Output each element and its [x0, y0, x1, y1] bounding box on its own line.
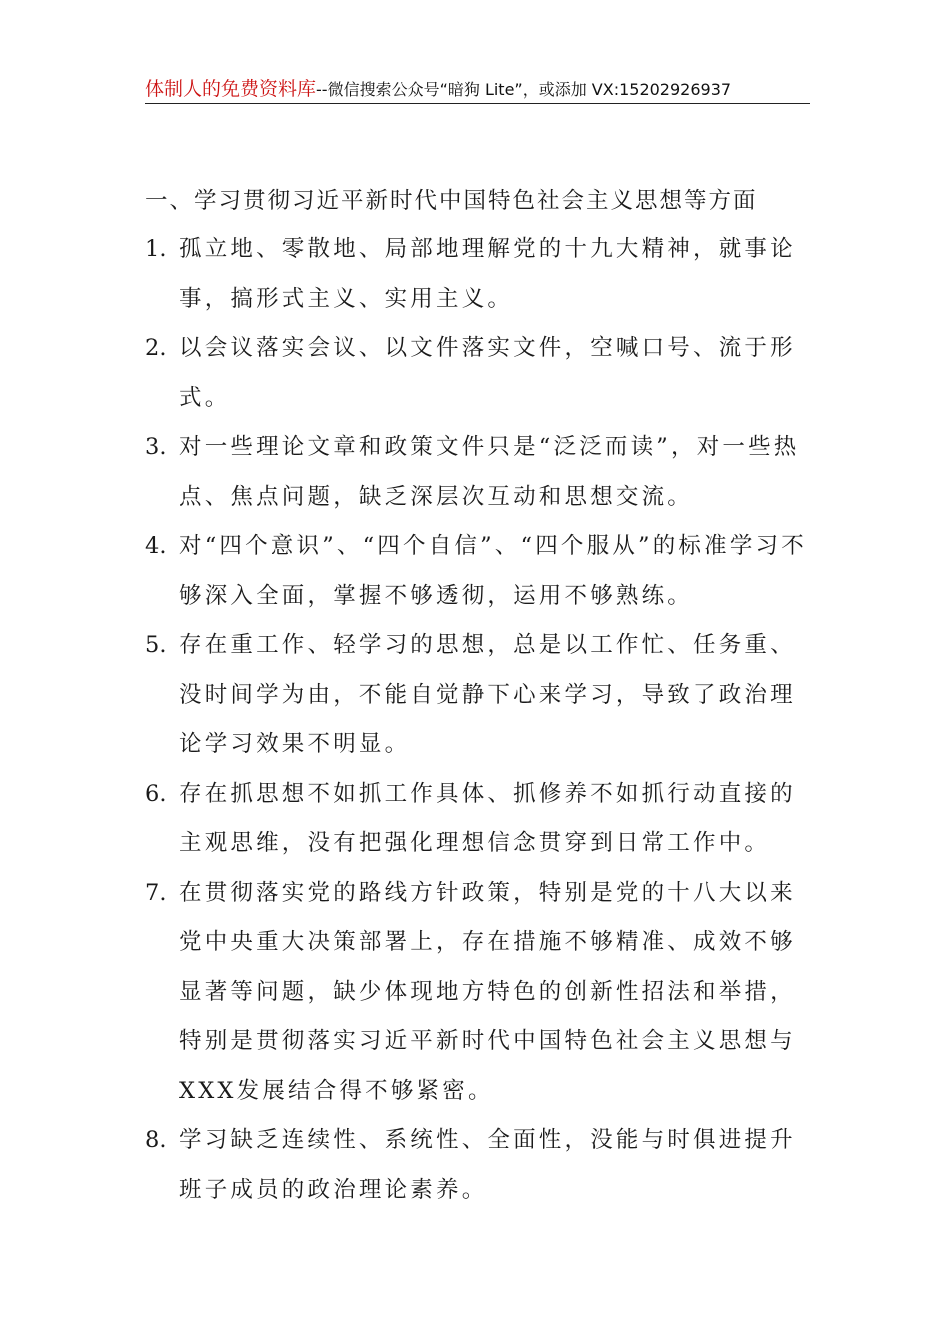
- section-heading: 一、学习贯彻习近平新时代中国特色社会主义思想等方面: [145, 188, 758, 214]
- list-item: [145, 869, 810, 1117]
- list-item: [145, 225, 810, 324]
- item-text: 存在抓思想不如抓工作具体、抓修养不如抓行动直接的主观思维，没有把强化理想信念贯穿到日常工作中。: [179, 780, 796, 856]
- item-text: 存在重工作、轻学习的思想，总是以工作忙、任务重、没时间学为由，不能自觉静下心来学习，导致了政治理论学习效果不明显。: [179, 632, 796, 757]
- item-text: 对一些理论文章和政策文件只是“泛泛而读”，对一些热点、焦点问题，缺乏深层次互动和思想交流。: [179, 434, 800, 510]
- item-text: 在贯彻落实党的路线方针政策，特别是党的十八大以来党中央重大决策部署上，存在措施不够精准、成效不够显著等问题，缺少体现地方特色的创新性招法和举措，特别是贯彻落实习近平新时代中国特色社会主义思想与XXX发展结合得不够紧密。: [179, 879, 796, 1104]
- list-item: [145, 621, 810, 770]
- item-number: 4.: [145, 533, 167, 559]
- document-body: [145, 177, 810, 1215]
- header-divider: [145, 103, 810, 104]
- item-number: 8.: [145, 1127, 167, 1153]
- list-item: [145, 324, 810, 423]
- list-item: [145, 423, 810, 522]
- item-number: 3.: [145, 434, 167, 460]
- item-text: 以会议落实会议、以文件落实文件，空喊口号、流于形式。: [179, 335, 796, 411]
- header-brand: 体制人的免费资料库: [145, 78, 317, 100]
- list-item: [145, 522, 810, 621]
- item-number: 6.: [145, 780, 167, 807]
- item-text: 学习缺乏连续性、系统性、全面性，没能与时俱进提升班子成员的政治理论素养。: [179, 1127, 796, 1203]
- list-item: [145, 1116, 810, 1215]
- item-text: 对“四个意识”、“四个自信”、“四个服从”的标准学习不够深入全面，掌握不够透彻，运用不够熟练。: [179, 533, 807, 609]
- page-header: [145, 74, 810, 101]
- item-text: 孤立地、零散地、局部地理解党的十九大精神，就事论事，搞形式主义、实用主义。: [179, 236, 796, 312]
- list-item: [145, 770, 810, 869]
- item-number: 1.: [145, 236, 167, 262]
- header-subtitle: --微信搜索公众号“暗狗 Lite”，或添加 VX:15202926937: [316, 80, 732, 99]
- item-number: 5.: [145, 632, 167, 658]
- item-number: 7.: [145, 879, 167, 906]
- item-number: 2.: [145, 335, 167, 361]
